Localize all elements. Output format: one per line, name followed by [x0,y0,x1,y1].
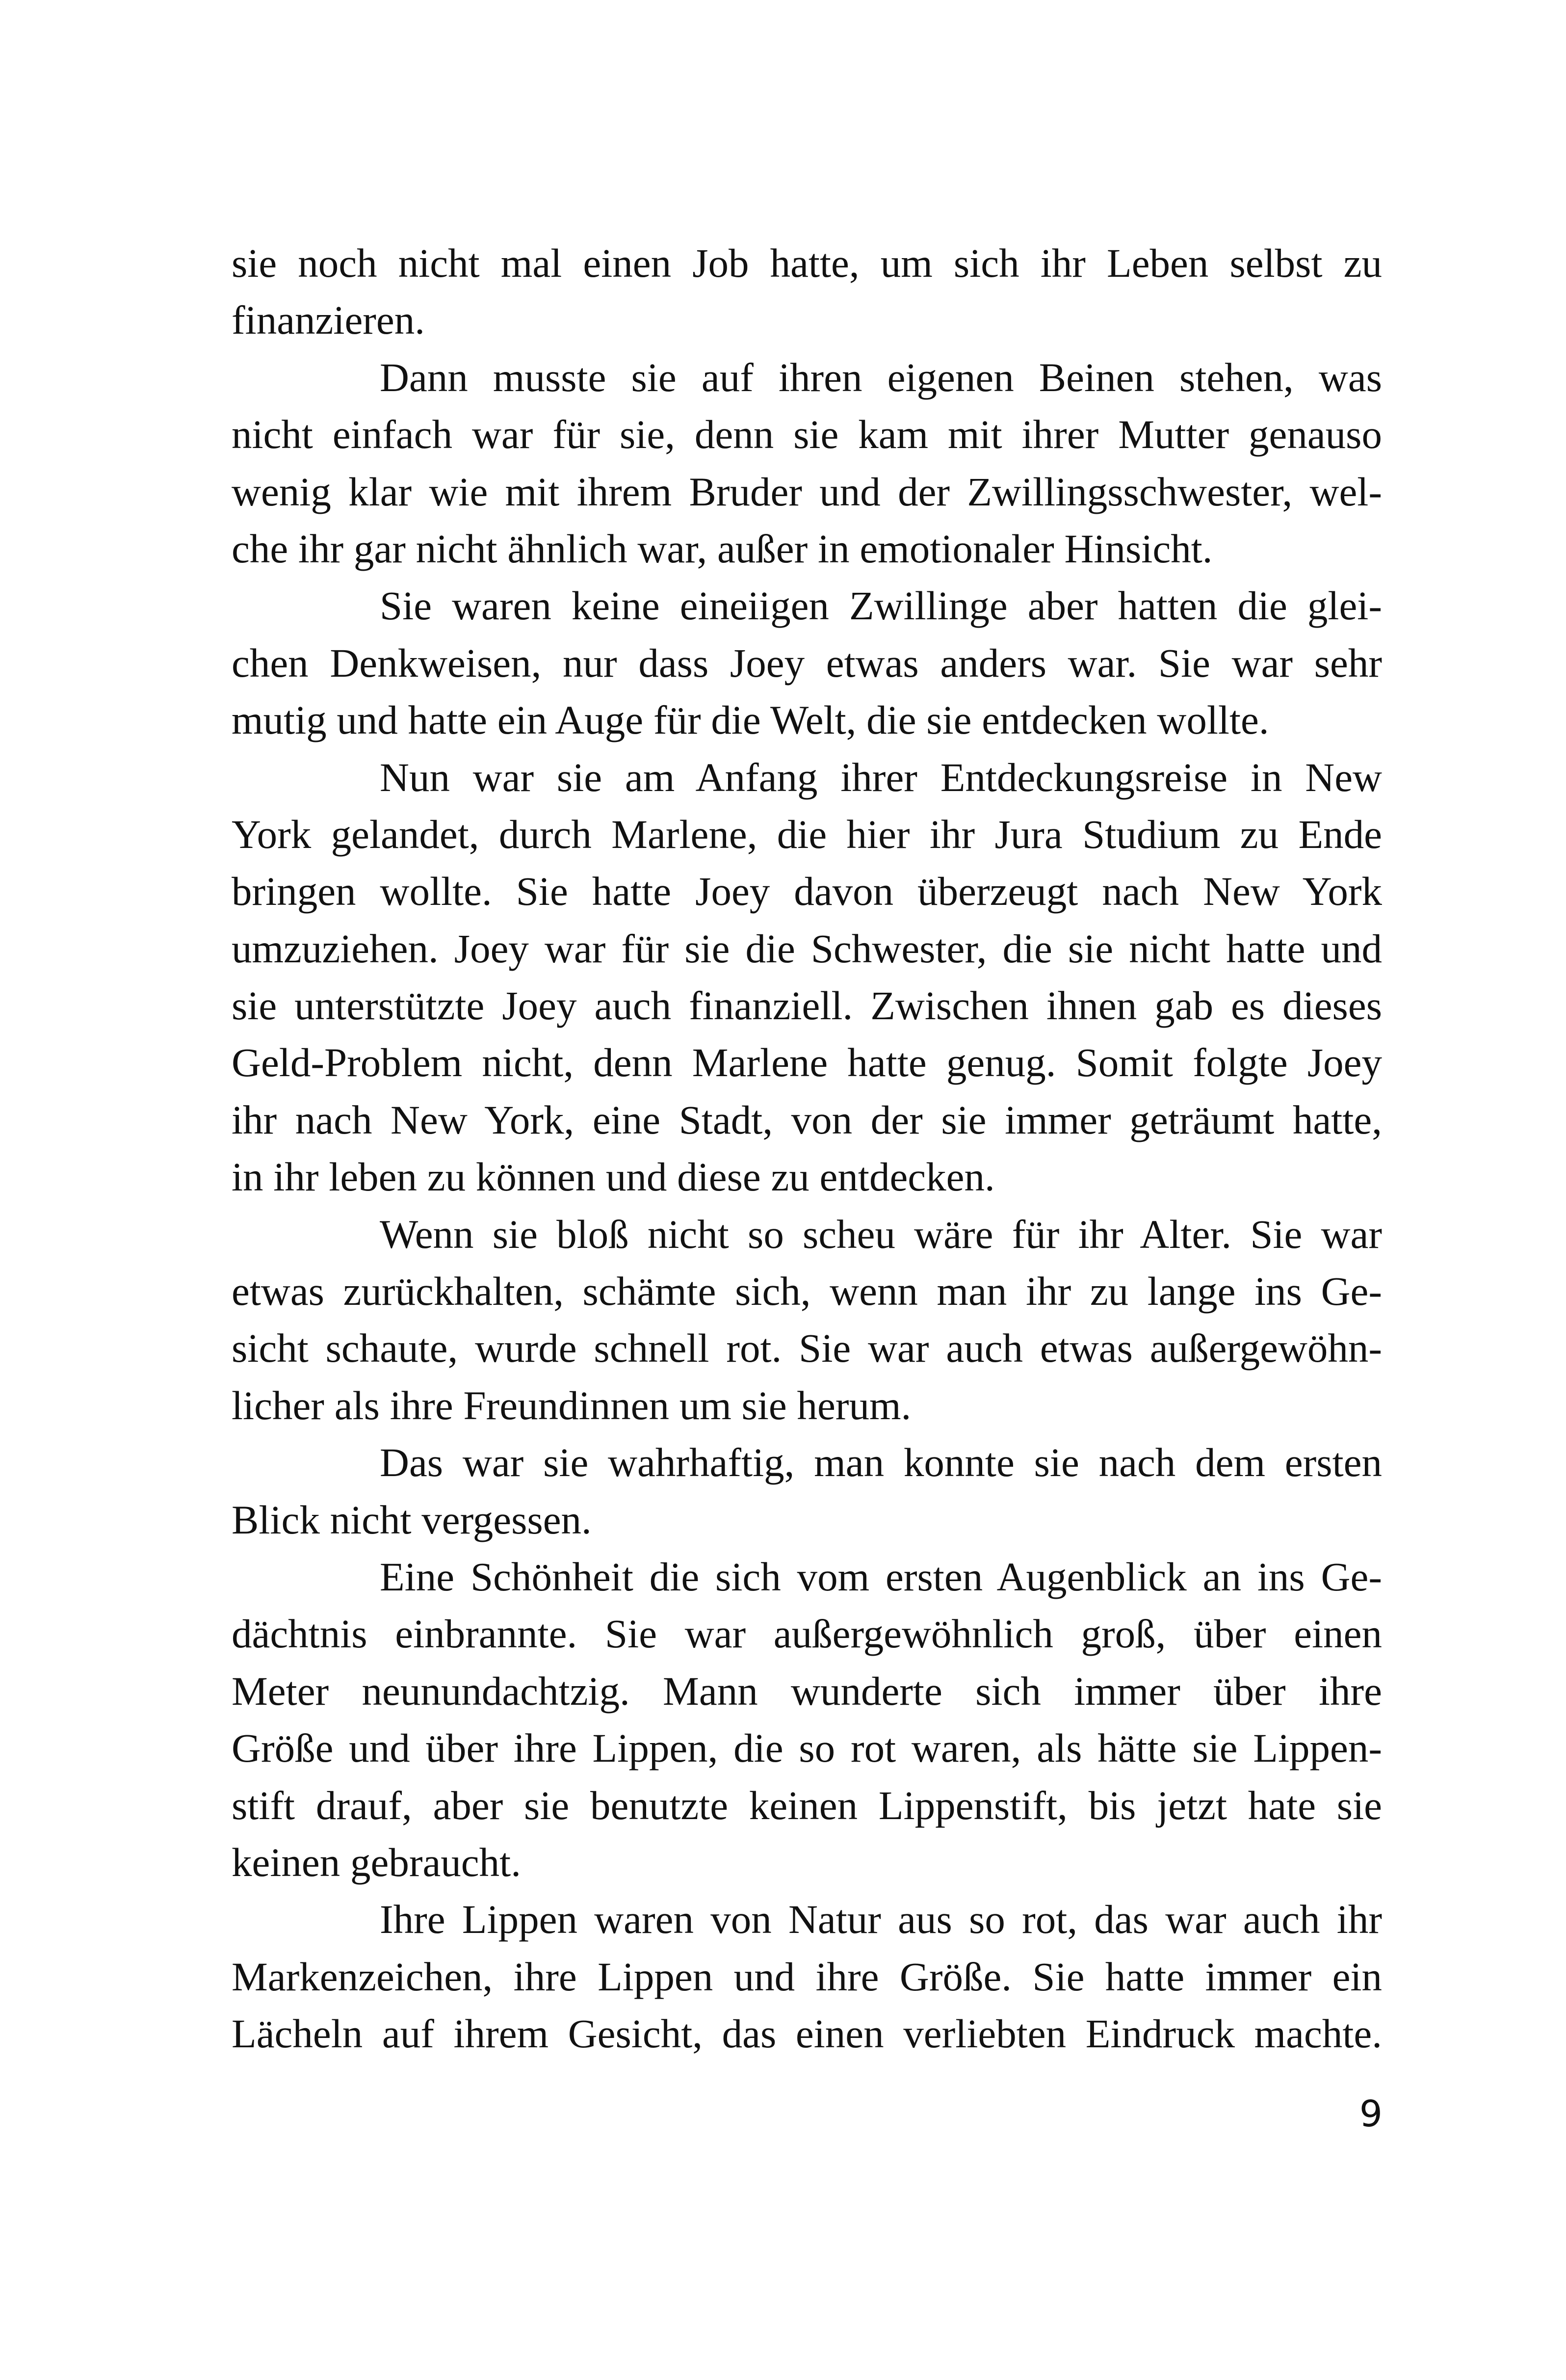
text-line: wenig klar wie mit ihrem Bruder und der Zwillingsschwester, wel- [232,469,1382,514]
text-line: Markenzeichen, ihre Lippen und ihre Größe. Sie hatte immer ein [232,1954,1382,1999]
text-line: dächtnis einbrannte. Sie war außergewöhnlich groß, über einen [232,1611,1382,1657]
text-line: sicht schaute, wurde schnell rot. Sie war auch etwas außergewöhn- [232,1325,1382,1371]
text-line: ihr nach New York, eine Stadt, von der sie immer geträumt hatte, [232,1097,1382,1142]
text-line: Meter neunundachtzig. Mann wunderte sich immer über ihre [232,1668,1382,1714]
text-line: che ihr gar nicht ähnlich war, außer in emotionaler Hinsicht. [232,526,1213,571]
text-line: Geld-Problem nicht, denn Marlene hatte genug. Somit folgte Joey [232,1040,1382,1085]
text-line: umzuziehen. Joey war für sie die Schwester, die sie nicht hatte und [232,926,1382,971]
text-line: Wenn sie bloß nicht so scheu wäre für ihr Alter. Sie war [380,1211,1382,1257]
body-text [232,235,1382,2063]
text-line: Größe und über ihre Lippen, die so rot waren, als hätte sie Lippen- [232,1725,1382,1771]
text-line: keinen gebraucht. [232,1839,521,1885]
text-line: licher als ihre Freundinnen um sie herum. [232,1382,912,1428]
text-line: sie unterstützte Joey auch finanziell. Zwischen ihnen gab es dieses [232,983,1382,1029]
text-line: mutig und hatte ein Auge für die Welt, die sie entdecken wollte. [232,697,1269,743]
page-number: 9 [1359,2093,1383,2135]
text-line: etwas zurückhalten, schämte sich, wenn man ihr zu lange ins Ge- [232,1269,1382,1314]
text-line: Ihre Lippen waren von Natur aus so rot, das war auch ihr [380,1897,1382,1942]
text-line: chen Denkweisen, nur dass Joey etwas anders war. Sie war sehr [232,640,1382,686]
text-line: Lächeln auf ihrem Gesicht, das einen verliebten Eindruck machte. [232,2011,1382,2057]
text-line: bringen wollte. Sie hatte Joey davon überzeugt nach New York [232,869,1382,914]
text-line: in ihr leben zu können und diese zu entdecken. [232,1154,995,1200]
text-line: York gelandet, durch Marlene, die hier ihr Jura Studium zu Ende [232,811,1382,857]
text-line: Blick nicht vergessen. [232,1497,592,1542]
text-line: Sie waren keine eineiigen Zwillinge aber hatten die glei- [380,583,1382,629]
text-line: finanzieren. [232,297,425,343]
text-line: Nun war sie am Anfang ihrer Entdeckungsreise in New [380,754,1382,800]
text-line: sie noch nicht mal einen Job hatte, um sich ihr Leben selbst zu [232,240,1382,286]
text-line: Eine Schönheit die sich vom ersten Augenblick an ins Ge- [380,1554,1382,1599]
text-line: Das war sie wahrhaftig, man konnte sie nach dem ersten [380,1440,1382,1485]
text-line: stift drauf, aber sie benutzte keinen Lippenstift, bis jetzt hate sie [232,1782,1382,1828]
text-line: Dann musste sie auf ihren eigenen Beinen stehen, was [380,354,1382,400]
text-line: nicht einfach war für sie, denn sie kam mit ihrer Mutter genauso [232,412,1382,457]
